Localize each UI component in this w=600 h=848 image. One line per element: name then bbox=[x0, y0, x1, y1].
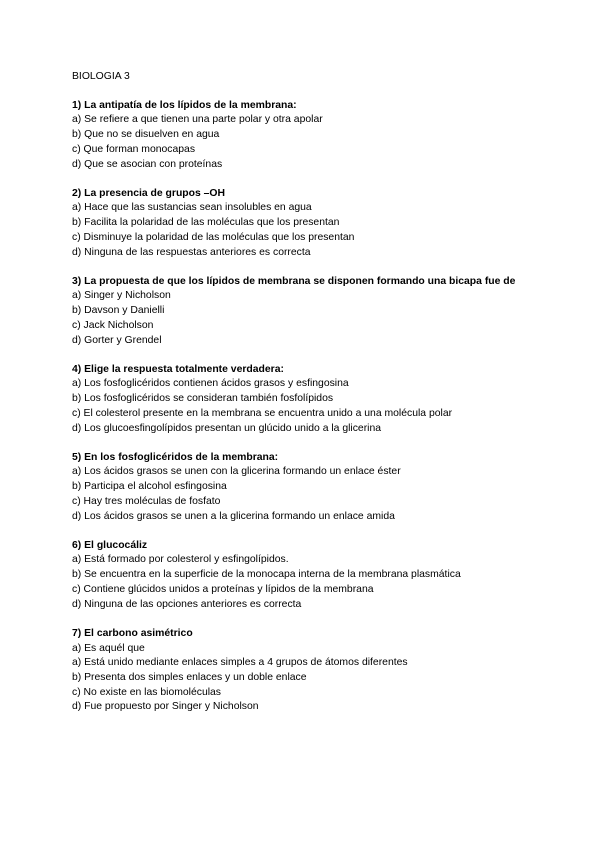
question-title: 7) El carbono asimétrico bbox=[72, 627, 193, 639]
answer-option: a) Singer y Nicholson bbox=[72, 290, 171, 302]
answer-option: d) Ninguna de las opciones anteriores es correcta bbox=[72, 598, 302, 610]
question-6 bbox=[72, 539, 572, 613]
answer-option: d) Que se asocian con proteínas bbox=[72, 158, 223, 170]
question-title: 5) En los fosfoglicéridos de la membrana: bbox=[72, 451, 279, 463]
document-page bbox=[72, 70, 572, 730]
answer-option: a) Es aquél que bbox=[72, 642, 145, 654]
question-4 bbox=[72, 363, 572, 437]
answer-option: b) Davson y Danielli bbox=[72, 305, 165, 317]
answer-option: d) Fue propuesto por Singer y Nicholson bbox=[72, 701, 259, 713]
answer-option: a) Se refiere a que tienen una parte polar y otra apolar bbox=[72, 114, 323, 126]
answer-option: c) Contiene glúcidos unidos a proteínas y lípidos de la membrana bbox=[72, 583, 374, 595]
document-title: BIOLOGIA 3 bbox=[72, 71, 130, 82]
question-title: 4) Elige la respuesta totalmente verdadera: bbox=[72, 363, 284, 375]
answer-option: b) Los fosfoglicéridos se consideran también fosfolípidos bbox=[72, 393, 334, 405]
question-title: 6) El glucocáliz bbox=[72, 539, 148, 551]
answer-option: c) Disminuye la polaridad de las moléculas que los presentan bbox=[72, 231, 355, 243]
answer-option: a) Está formado por colesterol y esfingolípidos. bbox=[72, 554, 289, 566]
question-5 bbox=[72, 451, 572, 525]
question-title: 3) La propuesta de que los lípidos de membrana se disponen formando una bicapa fue de bbox=[72, 275, 516, 287]
answer-option: c) Jack Nicholson bbox=[72, 319, 154, 331]
answer-option: b) Facilita la polaridad de las moléculas que los presentan bbox=[72, 217, 340, 229]
answer-option: b) Se encuentra en la superficie de la monocapa interna de la membrana plasmática bbox=[72, 569, 461, 581]
answer-option: c) No existe en las biomoléculas bbox=[72, 686, 222, 698]
answer-option: a) Los ácidos grasos se unen con la glicerina formando un enlace éster bbox=[72, 466, 401, 478]
question-title: 2) La presencia de grupos –OH bbox=[72, 187, 226, 199]
answer-option: c) El colesterol presente en la membrana se encuentra unido a una molécula polar bbox=[72, 407, 453, 419]
question-7 bbox=[72, 627, 572, 715]
answer-option: b) Participa el alcohol esfingosina bbox=[72, 481, 227, 493]
question-1 bbox=[72, 99, 572, 173]
answer-option: a) Está unido mediante enlaces simples a 4 grupos de átomos diferentes bbox=[72, 657, 408, 669]
question-2 bbox=[72, 187, 572, 261]
answer-option: b) Que no se disuelven en agua bbox=[72, 129, 220, 141]
answer-option: a) Los fosfoglicéridos contienen ácidos grasos y esfingosina bbox=[72, 378, 349, 390]
answer-option: c) Hay tres moléculas de fosfato bbox=[72, 495, 221, 507]
answer-option: d) Los glucoesfingolípidos presentan un glúcido unido a la glicerina bbox=[72, 422, 382, 434]
answer-option: c) Que forman monocapas bbox=[72, 143, 196, 155]
answer-option: b) Presenta dos simples enlaces y un doble enlace bbox=[72, 671, 307, 683]
answer-option: d) Gorter y Grendel bbox=[72, 334, 162, 346]
question-title: 1) La antipatía de los lípidos de la membrana: bbox=[72, 99, 297, 111]
answer-option: a) Hace que las sustancias sean insolubles en agua bbox=[72, 202, 312, 214]
answer-option: d) Ninguna de las respuestas anteriores es correcta bbox=[72, 246, 311, 258]
answer-option: d) Los ácidos grasos se unen a la glicerina formando un enlace amida bbox=[72, 510, 395, 522]
question-3 bbox=[72, 275, 572, 349]
